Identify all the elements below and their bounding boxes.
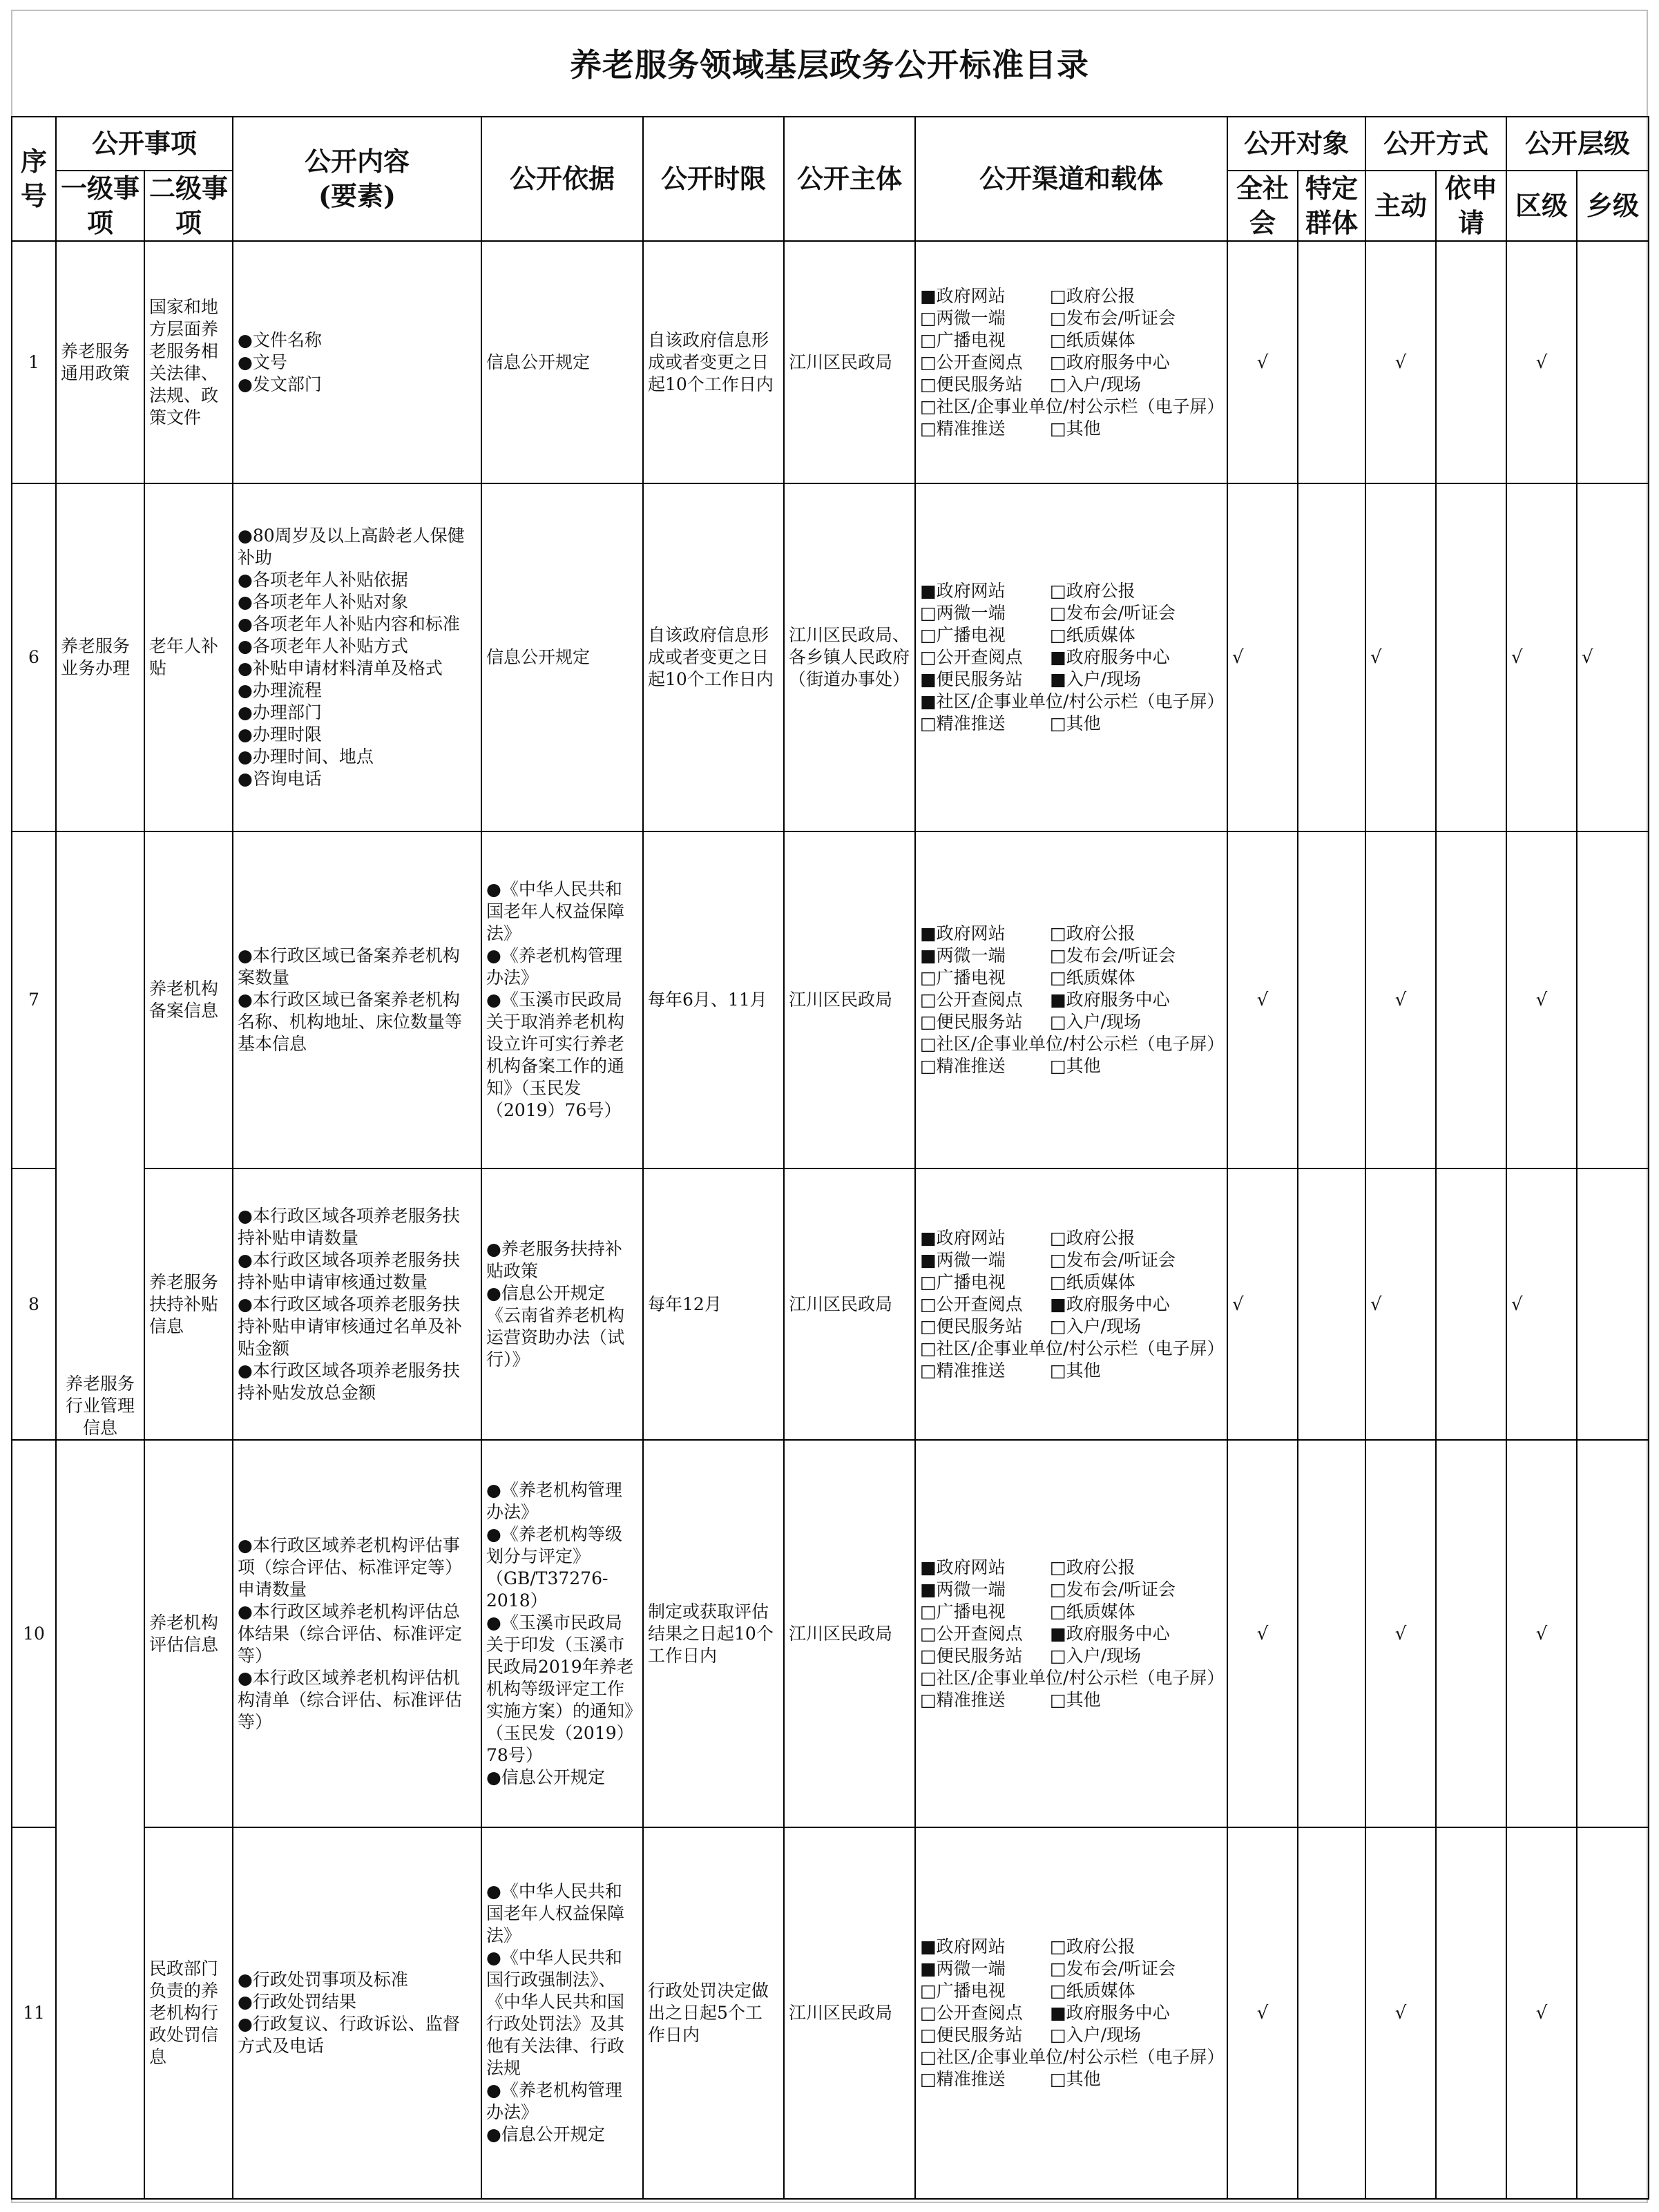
page-title: 养老服务领域基层政务公开标准目录: [570, 46, 1089, 84]
row-mode-request: [1436, 1827, 1506, 2199]
table-row: [12, 831, 1649, 1168]
channel-grid: [920, 580, 1225, 735]
table-row: [12, 1168, 1649, 1440]
header-channels: 公开渠道和载体: [915, 117, 1227, 241]
row-target-specific: [1298, 1168, 1365, 1440]
channel-option: □便民服务站: [920, 1012, 1023, 1032]
row-channels: [915, 241, 1227, 483]
channel-option: □公开查阅点: [920, 1293, 1023, 1314]
channel-option: ■两微一端: [920, 1249, 1006, 1270]
basis-item: ●《养老机构管理办法》: [486, 945, 622, 988]
table-row: [12, 483, 1649, 831]
channel-option: □纸质媒体: [1050, 625, 1135, 645]
content-item: ●办理时限: [238, 724, 322, 744]
content-item: ●本行政区域养老机构评估总体结果（综合评估、标准评定等）: [238, 1601, 463, 1666]
content-item: ●行政处罚事项及标准: [238, 1970, 408, 1990]
row-content: [233, 1168, 481, 1440]
row-target-all: √: [1227, 1168, 1298, 1440]
channel-option: □发布会/听证会: [1050, 1579, 1176, 1599]
channel-option: ■政府网站: [920, 923, 1006, 943]
channel-option: □纸质媒体: [1050, 968, 1135, 988]
channel-option: ■政府服务中心: [1050, 990, 1170, 1010]
channel-grid: [920, 285, 1225, 440]
basis-item: ●信息公开规定: [486, 2124, 605, 2144]
channel-option: □政府服务中心: [1050, 352, 1170, 372]
channel-option: ■政府服务中心: [1050, 1293, 1170, 1314]
content-list: [238, 945, 477, 1055]
channel-option: □纸质媒体: [1050, 329, 1135, 350]
channel-option: □发布会/听证会: [1050, 945, 1176, 965]
row-target-specific: [1298, 241, 1365, 483]
row-level2: 养老机构备案信息: [144, 831, 233, 1168]
channel-option: □公开查阅点: [920, 990, 1023, 1010]
header-seq: 序号: [12, 117, 56, 241]
row-content: [233, 1440, 481, 1827]
header-item-group: 公开事项: [56, 117, 233, 171]
channel-option: □其他: [1050, 713, 1101, 733]
basis-item: ●《玉溪市民政局关于印发（玉溪市民政局2019年养老机构等级评定工作实施方案）的通知》（玉民发（2019）78号）: [486, 1612, 634, 1765]
row-subject: 江川区民政局: [784, 1168, 915, 1440]
row-target-all: √: [1227, 1827, 1298, 2199]
header-level-township: 乡级: [1577, 171, 1649, 241]
content-item: ●文件名称: [238, 329, 322, 350]
channel-option: □政府公报: [1050, 1227, 1135, 1248]
channel-option: □公开查阅点: [920, 2003, 1023, 2023]
row-deadline: 制定或获取评估结果之日起10个工作日内: [643, 1440, 784, 1827]
channel-option: □入户/现场: [1050, 2025, 1142, 2045]
row-level-district: √: [1506, 241, 1577, 483]
channel-grid: [920, 1227, 1225, 1382]
row-seq: 6: [12, 483, 56, 831]
channel-option: □发布会/听证会: [1050, 603, 1176, 623]
row-channels: [915, 831, 1227, 1168]
row-target-specific: [1298, 831, 1365, 1168]
row-mode-request: [1436, 241, 1506, 483]
channel-option: □两微一端: [920, 307, 1006, 328]
channel-option: □公开查阅点: [920, 647, 1023, 667]
content-item: ●本行政区域各项养老服务扶持补贴申请审核通过数量: [238, 1249, 460, 1292]
row-level2: 养老机构评估信息: [144, 1440, 233, 1827]
channel-option: □广播电视: [920, 1271, 1006, 1292]
channel-option: ■政府网站: [920, 1557, 1006, 1577]
row-level1: 养老服务行业管理信息: [56, 831, 144, 1440]
channel-option: □社区/企事业单位/村公示栏（电子屏）: [920, 396, 1225, 416]
header-level-district: 区级: [1506, 171, 1577, 241]
channel-option: ■政府网站: [920, 1936, 1006, 1956]
row-mode-active: √: [1365, 1440, 1436, 1827]
content-item: ●本行政区域已备案养老机构名称、机构地址、床位数量等基本信息: [238, 990, 463, 1054]
header-target-group: 公开对象: [1227, 117, 1365, 171]
content-item: ●行政复议、行政诉讼、监督方式及电话: [238, 2014, 460, 2056]
basis-item: ●《中华人民共和国老年人权益保障法》: [486, 879, 625, 943]
channel-option: □其他: [1050, 418, 1101, 439]
header-subject: 公开主体: [784, 117, 915, 241]
channel-option: ■两微一端: [920, 1959, 1006, 1979]
content-list: [238, 1969, 477, 2057]
row-mode-active: √: [1365, 831, 1436, 1168]
row-target-all: √: [1227, 1440, 1298, 1827]
content-item: ●发文部门: [238, 374, 322, 394]
header-level1: 一级事项: [56, 171, 144, 241]
content-item: ●本行政区域各项养老服务扶持补贴申请审核通过名单及补贴金额: [238, 1293, 463, 1358]
channel-option: ■两微一端: [920, 1579, 1006, 1599]
header-target-specific: 特定群体: [1298, 171, 1365, 241]
content-list: [238, 1535, 477, 1733]
header-target-all: 全社会: [1227, 171, 1298, 241]
channel-option: □政府公报: [1050, 581, 1135, 601]
row-content: [233, 831, 481, 1168]
content-item: ●各项老年人补贴对象: [238, 592, 408, 612]
basis-item: ●养老服务扶持补贴政策: [486, 1238, 622, 1281]
header-mode-active: 主动: [1365, 171, 1436, 241]
channel-option: □社区/企事业单位/村公示栏（电子屏）: [920, 2047, 1225, 2067]
content-item: ●补贴申请材料清单及格式: [238, 658, 443, 678]
channel-option: □发布会/听证会: [1050, 1249, 1176, 1270]
channel-option: □社区/企事业单位/村公示栏（电子屏）: [920, 1338, 1225, 1358]
row-level-district: √: [1506, 1440, 1577, 1827]
row-mode-request: [1436, 1168, 1506, 1440]
row-seq: 7: [12, 831, 56, 1168]
content-item: ●80周岁及以上高龄老人保健补助: [238, 526, 465, 568]
basis-list: [486, 646, 638, 669]
content-item: ●本行政区域各项养老服务扶持补贴申请数量: [238, 1205, 460, 1248]
channel-option: □精准推送: [920, 1360, 1006, 1381]
row-deadline: 自该政府信息形成或者变更之日起10个工作日内: [643, 483, 784, 831]
row-target-specific: [1298, 483, 1365, 831]
channel-option: □便民服务站: [920, 1645, 1023, 1666]
channel-option: ■两微一端: [920, 945, 1006, 965]
channel-option: ■政府网站: [920, 285, 1006, 306]
header-mode-request: 依申请: [1436, 171, 1506, 241]
content-item: ●咨询电话: [238, 769, 322, 789]
row-subject: 江川区民政局: [784, 1827, 915, 2199]
row-basis: [481, 1827, 643, 2199]
row-level-township: [1577, 831, 1649, 1168]
row-level1: [56, 1440, 144, 2199]
basis-item: ●《养老机构管理办法》: [486, 1479, 622, 1522]
row-level-township: √: [1577, 483, 1649, 831]
row-subject: 江川区民政局: [784, 1440, 915, 1827]
basis-item: ●《玉溪市民政局关于取消养老机构设立许可实行养老机构备案工作的通知》（玉民发（2019）76号）: [486, 990, 625, 1120]
row-level2: 老年人补贴: [144, 483, 233, 831]
basis-list: [486, 1238, 638, 1371]
row-mode-request: [1436, 483, 1506, 831]
row-level-township: [1577, 241, 1649, 483]
row-basis: [481, 1168, 643, 1440]
row-content: [233, 241, 481, 483]
row-basis: [481, 483, 643, 831]
channel-option: □其他: [1050, 1056, 1101, 1076]
content-list: [238, 525, 477, 790]
channel-option: □其他: [1050, 2069, 1101, 2089]
row-mode-request: [1436, 831, 1506, 1168]
table-body: [12, 241, 1649, 2199]
channel-option: □政府公报: [1050, 285, 1135, 306]
basis-item: ●《中华人民共和国行政强制法》、《中华人民共和国行政处罚法》及其他有关法律、行政法规: [486, 1947, 625, 2078]
channel-option: ■便民服务站: [920, 669, 1023, 689]
channel-option: ■政府网站: [920, 1227, 1006, 1248]
row-level-district: √: [1506, 1168, 1577, 1440]
row-level-township: [1577, 1168, 1649, 1440]
header-content: [233, 117, 481, 241]
channel-option: □发布会/听证会: [1050, 1959, 1176, 1979]
channel-option: □纸质媒体: [1050, 1271, 1135, 1292]
row-level-district: √: [1506, 831, 1577, 1168]
channel-option: □便民服务站: [920, 1316, 1023, 1336]
channel-grid: [920, 1557, 1225, 1711]
basis-item: 信息公开规定: [486, 352, 591, 372]
catalog-table: [11, 116, 1649, 2200]
content-item: ●各项老年人补贴内容和标准: [238, 614, 460, 634]
content-item: ●办理流程: [238, 680, 322, 700]
basis-list: [486, 1881, 638, 2146]
channel-option: □社区/企事业单位/村公示栏（电子屏）: [920, 1667, 1225, 1688]
basis-item: ●《养老机构管理办法》: [486, 2080, 622, 2122]
channel-option: □广播电视: [920, 1601, 1006, 1622]
content-item: ●行政处罚结果: [238, 1992, 356, 2012]
channel-option: □精准推送: [920, 418, 1006, 439]
row-channels: [915, 1168, 1227, 1440]
channel-option: □纸质媒体: [1050, 1601, 1135, 1622]
table-row: [12, 241, 1649, 483]
content-item: ●本行政区域已备案养老机构案数量: [238, 945, 460, 988]
row-mode-active: √: [1365, 1168, 1436, 1440]
basis-item: 信息公开规定: [486, 647, 591, 667]
row-mode-active: √: [1365, 1827, 1436, 2199]
channel-option: □发布会/听证会: [1050, 307, 1176, 328]
channel-option: □入户/现场: [1050, 1316, 1142, 1336]
channel-option: ■入户/现场: [1050, 669, 1142, 689]
content-item: ●办理时间、地点: [238, 747, 374, 767]
channel-option: □政府公报: [1050, 1557, 1135, 1577]
channel-option: □其他: [1050, 1360, 1101, 1381]
content-list: [238, 329, 477, 396]
channel-option: □政府公报: [1050, 1936, 1135, 1956]
channel-option: □两微一端: [920, 603, 1006, 623]
channel-option: □其他: [1050, 1689, 1101, 1710]
table-row: [12, 1827, 1649, 2199]
table-row: [12, 1440, 1649, 1827]
basis-list: [486, 352, 638, 374]
basis-item: ●信息公开规定: [486, 1767, 605, 1787]
channel-option: □公开查阅点: [920, 1623, 1023, 1644]
row-channels: [915, 1440, 1227, 1827]
row-mode-active: √: [1365, 483, 1436, 831]
channel-option: □入户/现场: [1050, 374, 1142, 394]
content-item: ●办理部门: [238, 702, 322, 722]
row-level-township: [1577, 1440, 1649, 1827]
row-basis: [481, 1440, 643, 1827]
basis-list: [486, 1479, 638, 1789]
channel-option: □社区/企事业单位/村公示栏（电子屏）: [920, 1034, 1225, 1054]
channel-option: □精准推送: [920, 1689, 1006, 1710]
channel-option: □纸质媒体: [1050, 1981, 1135, 2001]
row-subject: 江川区民政局、各乡镇人民政府（街道办事处）: [784, 483, 915, 831]
channel-option: □广播电视: [920, 968, 1006, 988]
row-mode-active: √: [1365, 241, 1436, 483]
channel-option: □便民服务站: [920, 374, 1023, 394]
content-list: [238, 1205, 477, 1404]
row-subject: 江川区民政局: [784, 831, 915, 1168]
row-level2: 民政部门负责的养老机构行政处罚信息: [144, 1827, 233, 2199]
row-level2: 国家和地方层面养老服务相关法律、法规、政策文件: [144, 241, 233, 483]
row-content: [233, 1827, 481, 2199]
basis-item: ●信息公开规定《云南省养老机构运营资助办法（试行）》: [486, 1282, 625, 1369]
channel-option: □政府公报: [1050, 923, 1135, 943]
row-level2: 养老服务扶持补贴信息: [144, 1168, 233, 1440]
content-item: ●本行政区域养老机构评估机构清单（综合评估、标准评估等）: [238, 1667, 463, 1732]
row-level1: 养老服务通用政策: [56, 241, 144, 483]
content-item: ●各项老年人补贴方式: [238, 636, 408, 656]
row-level-district: √: [1506, 483, 1577, 831]
channel-option: □精准推送: [920, 713, 1006, 733]
header-content-sub: (要素): [318, 180, 396, 211]
channel-option: ■政府网站: [920, 581, 1006, 601]
basis-item: ●《养老机构等级划分与评定》（GB/T37276-2018）: [486, 1523, 622, 1610]
channel-grid: [920, 923, 1225, 1077]
channel-option: ■政府服务中心: [1050, 2003, 1170, 2023]
header-level-group: 公开层级: [1506, 117, 1649, 171]
row-channels: [915, 483, 1227, 831]
row-level-district: √: [1506, 1827, 1577, 2199]
row-deadline: 自该政府信息形成或者变更之日起10个工作日内: [643, 241, 784, 483]
row-seq: 11: [12, 1827, 56, 2199]
header-deadline: 公开时限: [643, 117, 784, 241]
row-mode-request: [1436, 1440, 1506, 1827]
row-deadline: 每年6月、11月: [643, 831, 784, 1168]
row-deadline: 行政处罚决定做出之日起5个工作日内: [643, 1827, 784, 2199]
channel-option: □入户/现场: [1050, 1645, 1142, 1666]
channel-option: □广播电视: [920, 625, 1006, 645]
row-target-specific: [1298, 1827, 1365, 2199]
channel-option: □公开查阅点: [920, 352, 1023, 372]
row-subject: 江川区民政局: [784, 241, 915, 483]
row-content: [233, 483, 481, 831]
content-item: ●各项老年人补贴依据: [238, 570, 408, 590]
channel-option: □精准推送: [920, 1056, 1006, 1076]
content-item: ●本行政区域养老机构评估事项（综合评估、标准评定等）申请数量: [238, 1535, 463, 1599]
channel-option: □广播电视: [920, 1981, 1006, 2001]
row-target-all: √: [1227, 241, 1298, 483]
row-seq: 1: [12, 241, 56, 483]
header-basis: 公开依据: [481, 117, 643, 241]
row-seq: 8: [12, 1168, 56, 1440]
row-level1: 养老服务业务办理: [56, 483, 144, 831]
content-item: ●本行政区域各项养老服务扶持补贴发放总金额: [238, 1360, 460, 1403]
row-basis: [481, 241, 643, 483]
row-seq: 10: [12, 1440, 56, 1827]
channel-option: □入户/现场: [1050, 1012, 1142, 1032]
content-item: ●文号: [238, 352, 287, 372]
row-target-all: √: [1227, 831, 1298, 1168]
header-level2: 二级事项: [144, 171, 233, 241]
channel-option: ■政府服务中心: [1050, 647, 1170, 667]
basis-list: [486, 878, 638, 1122]
basis-item: ●《中华人民共和国老年人权益保障法》: [486, 1881, 625, 1945]
channel-option: ■政府服务中心: [1050, 1623, 1170, 1644]
row-channels: [915, 1827, 1227, 2199]
row-target-all: √: [1227, 483, 1298, 831]
channel-option: □广播电视: [920, 329, 1006, 350]
row-level-township: [1577, 1827, 1649, 2199]
channel-option: ■社区/企事业单位/村公示栏（电子屏）: [920, 691, 1225, 711]
row-target-specific: [1298, 1440, 1365, 1827]
channel-option: □便民服务站: [920, 2025, 1023, 2045]
channel-option: □精准推送: [920, 2069, 1006, 2089]
channel-grid: [920, 1936, 1225, 2090]
header-content-label: 公开内容: [305, 146, 410, 177]
row-basis: [481, 831, 643, 1168]
header-mode-group: 公开方式: [1365, 117, 1506, 171]
row-deadline: 每年12月: [643, 1168, 784, 1440]
